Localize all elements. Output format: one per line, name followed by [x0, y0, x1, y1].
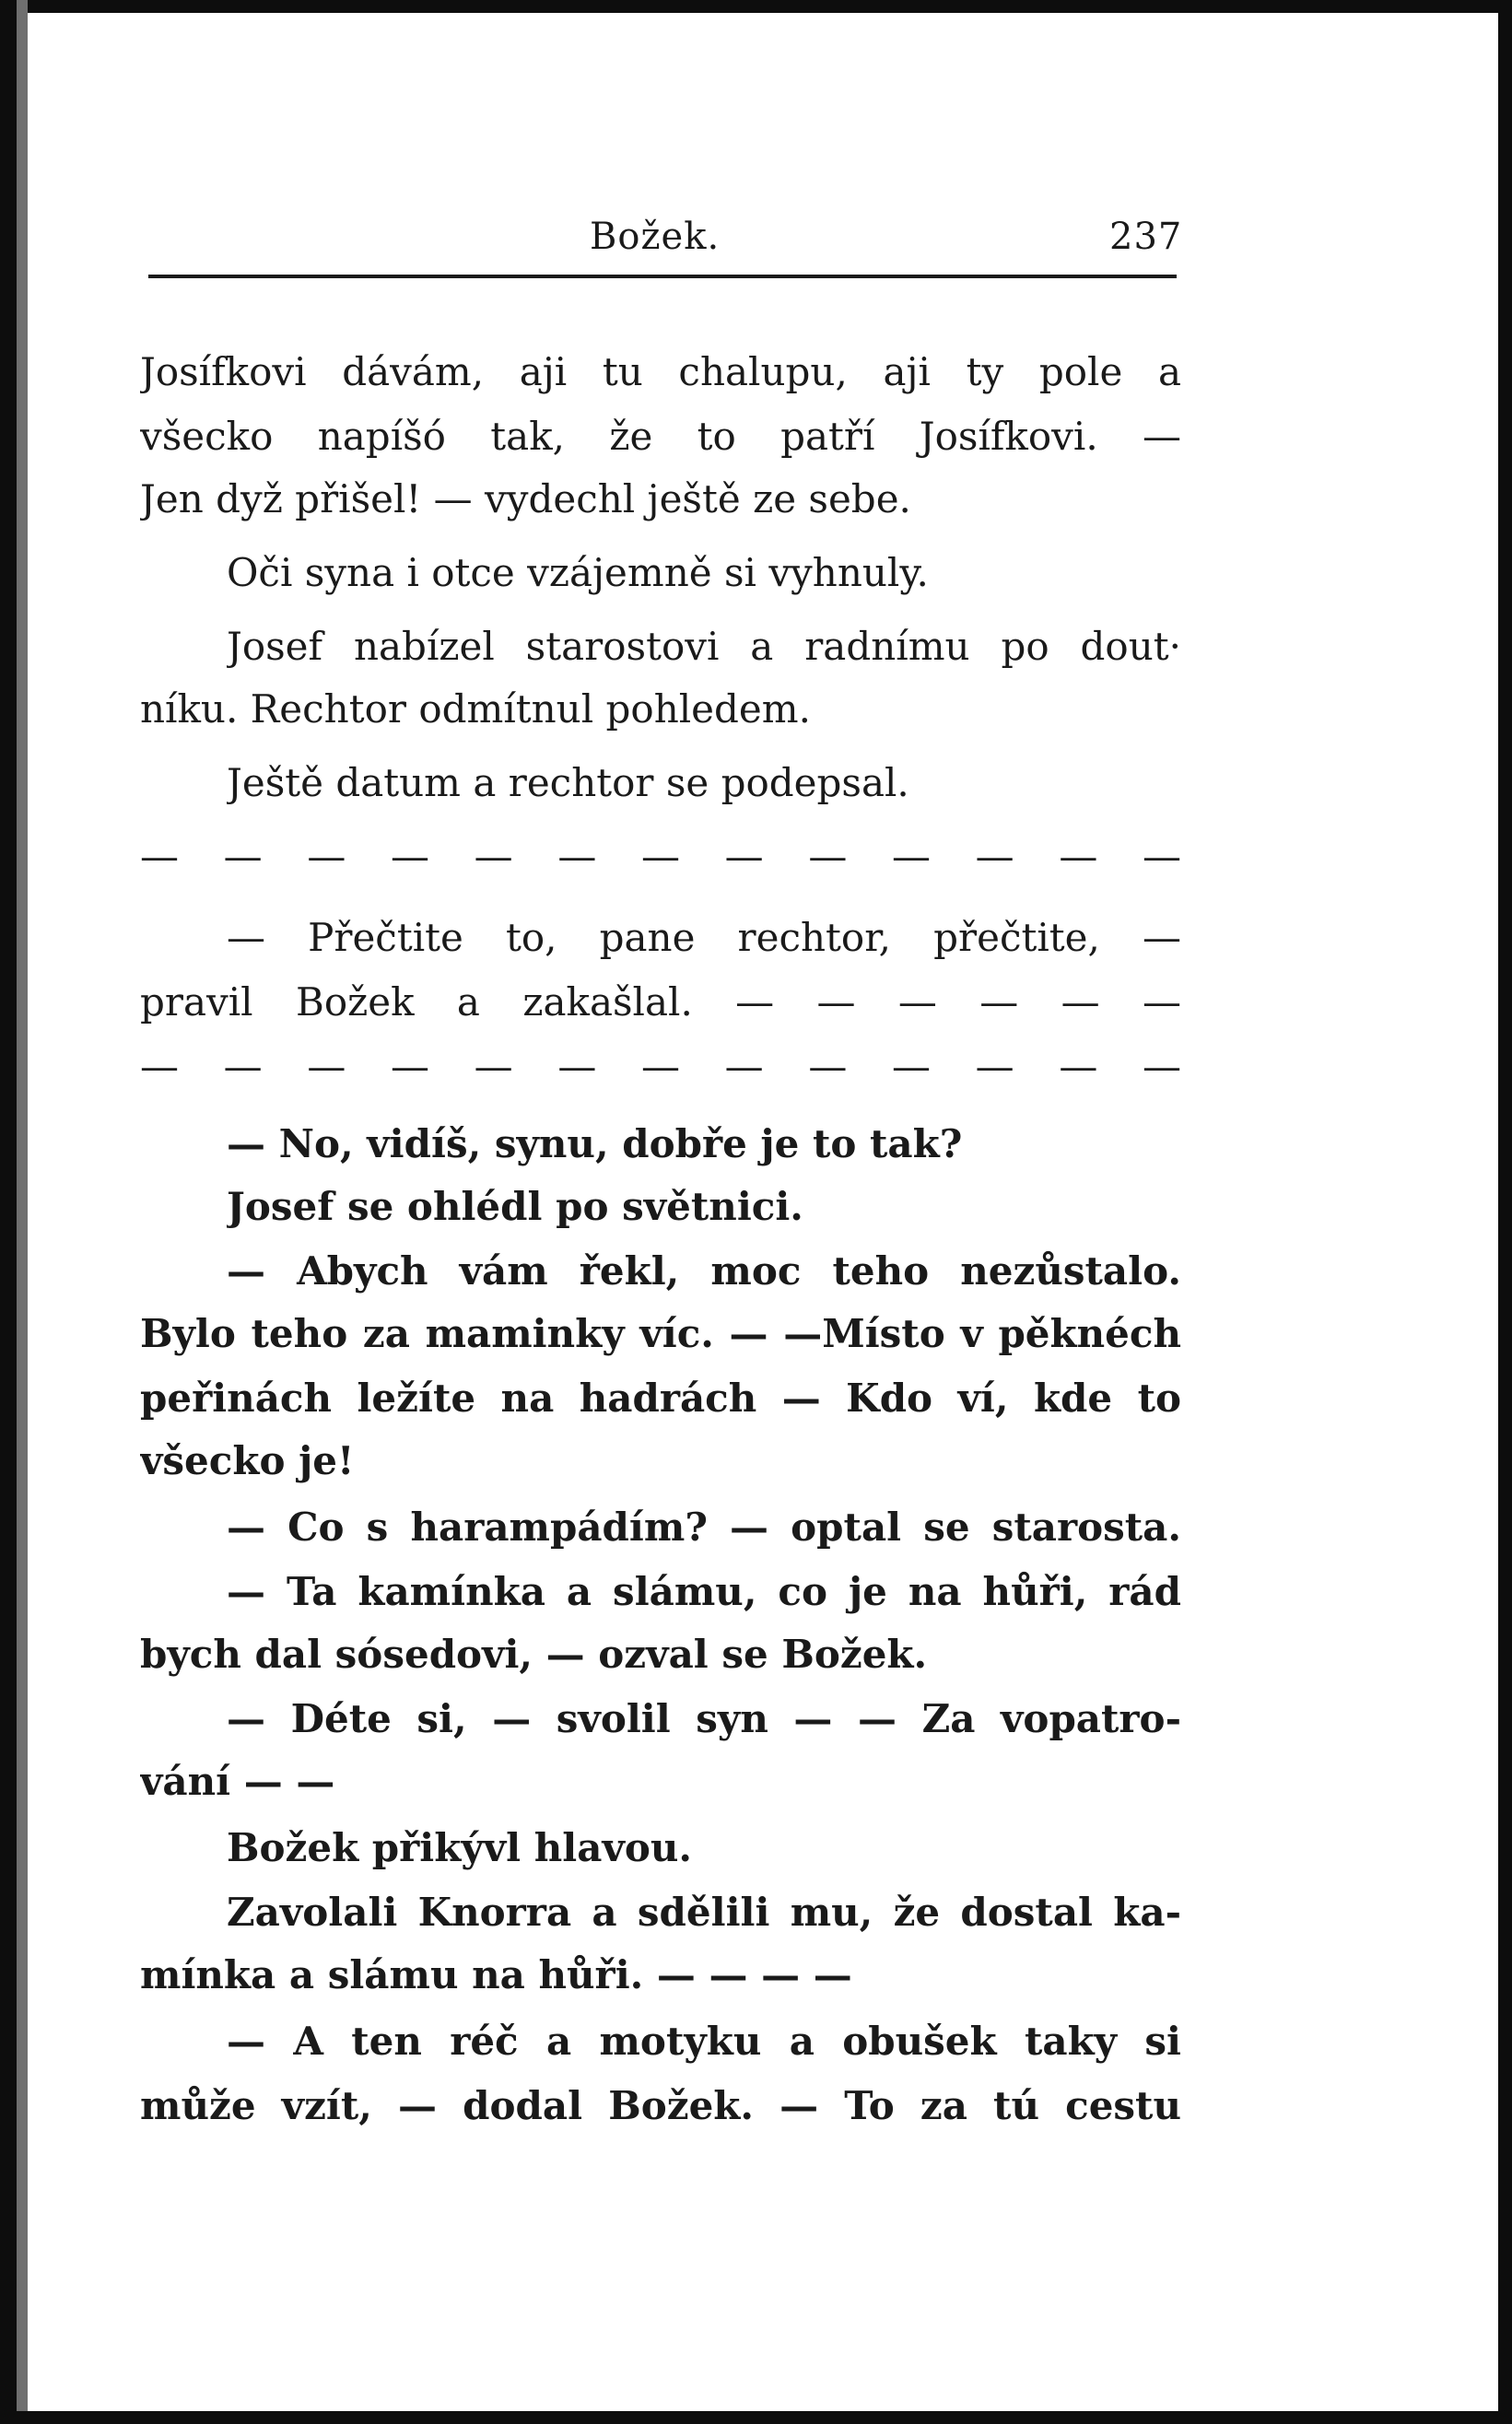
text-line: všecko napíšó tak, že to patří Josífkovi. —	[140, 414, 1181, 459]
scan-border-left-shadow	[17, 0, 28, 2424]
text-line: Božek přikývl hlavou.	[227, 1825, 693, 1870]
text-line: bych dal sósedovi, — ozval se Božek.	[140, 1632, 928, 1677]
text-line: Oči syna i otce vzájemně si vyhnuly.	[227, 550, 929, 595]
text-line: — Co s harampádím? — optal se starosta.	[227, 1505, 1181, 1550]
page-number: 237	[1109, 216, 1183, 258]
text-line: Zavolali Knorra a sdělili mu, že dostal ka-	[227, 1890, 1181, 1935]
text-line: — Přečtite to, pane rechtor, přečtite, —	[227, 915, 1181, 960]
text-line: Bylo teho za maminky víc. — —Místo v pěknéch	[140, 1311, 1181, 1356]
running-header-title: Božek.	[590, 216, 721, 258]
text-line: — No, vidíš, synu, dobře je to tak?	[227, 1121, 963, 1166]
text-line: vání — —	[140, 1759, 335, 1804]
scan-border-left	[0, 0, 17, 2424]
text-line: mínka a slámu na hůři. — — — —	[140, 1952, 852, 1997]
text-line: — Abych vám řekl, moc teho nezůstalo.	[227, 1248, 1181, 1294]
dash-separator: — — — — — — — — — — — — —	[140, 1044, 1181, 1089]
text-line: Josífkovi dávám, aji tu chalupu, aji ty pole a	[140, 349, 1181, 394]
text-line: Josef nabízel starostovi a radnímu po dout·	[227, 624, 1181, 669]
dash-separator: — — — — — — — — — — — — —	[140, 834, 1181, 879]
scan-border-bottom	[0, 2411, 1512, 2424]
scan-border-top	[0, 0, 1512, 13]
text-line: níku. Rechtor odmítnul pohledem.	[140, 686, 811, 732]
text-line: Jen dyž přišel! — vydechl ještě ze sebe.	[140, 476, 911, 521]
scan-border-right	[1498, 0, 1512, 2424]
header-rule	[148, 275, 1177, 278]
text-line: Ještě datum a rechtor se podepsal.	[227, 760, 909, 805]
text-line: Josef se ohlédl po světnici.	[227, 1184, 803, 1229]
text-line: může vzít, — dodal Božek. — To za tú cestu	[140, 2083, 1181, 2128]
text-line: všecko je!	[140, 1438, 355, 1483]
text-line: — A ten réč a motyku a obušek taky si	[227, 2019, 1181, 2064]
text-line: pravil Božek a zakašlal. — — — — — —	[140, 979, 1181, 1025]
text-line: peřinách ležíte na hadrách — Kdo ví, kde to	[140, 1376, 1181, 1421]
text-line: — Ta kamínka a slámu, co je na hůři, rád	[227, 1569, 1181, 1614]
text-line: — Déte si, — svolil syn — — Za vopatro-	[227, 1696, 1181, 1741]
